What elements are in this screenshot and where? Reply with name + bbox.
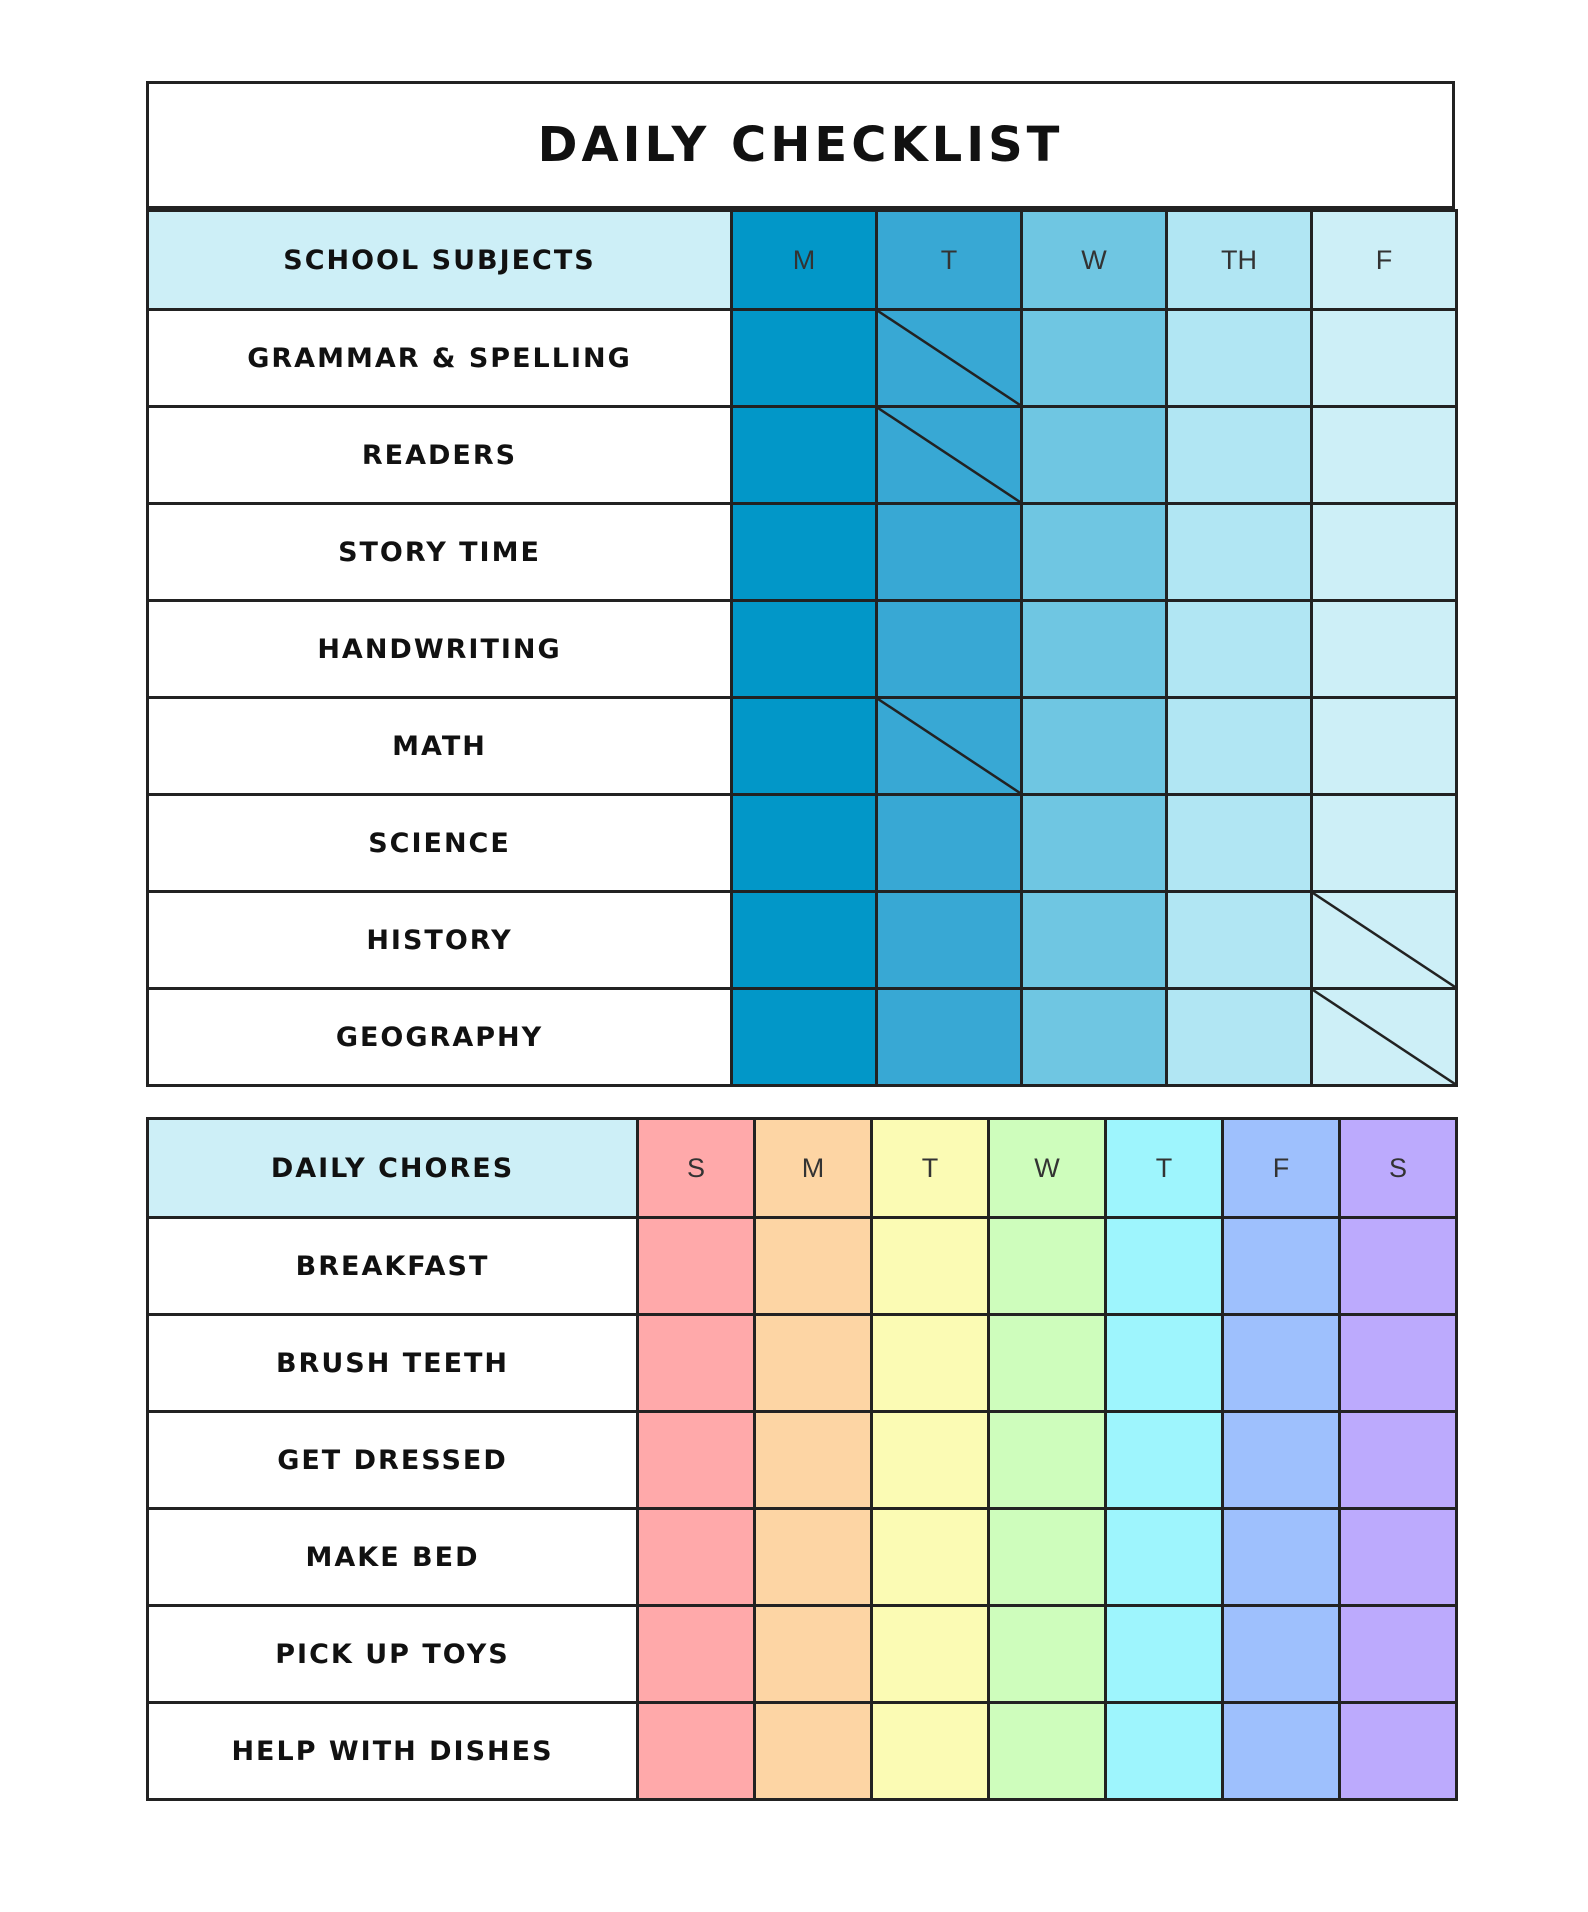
checkbox-cell[interactable] xyxy=(638,1606,755,1703)
checkbox-cell[interactable] xyxy=(1022,795,1167,892)
checkbox-cell[interactable] xyxy=(732,601,877,698)
chores-row-label: BRUSH TEETH xyxy=(148,1315,638,1412)
checkbox-cell[interactable] xyxy=(1223,1703,1340,1800)
checkbox-cell[interactable] xyxy=(1312,795,1457,892)
checkbox-cell[interactable] xyxy=(638,1315,755,1412)
chores-row-label: HELP WITH DISHES xyxy=(148,1703,638,1800)
subjects-row-label: STORY TIME xyxy=(148,504,732,601)
checkbox-cell[interactable] xyxy=(755,1412,872,1509)
subjects-day-header: F xyxy=(1312,211,1457,310)
table-row xyxy=(148,989,1457,1086)
checkbox-cell[interactable] xyxy=(1167,407,1312,504)
chores-row-label: MAKE BED xyxy=(148,1509,638,1606)
subjects-row-label: MATH xyxy=(148,698,732,795)
checkbox-cell[interactable] xyxy=(872,1509,989,1606)
checkbox-cell[interactable] xyxy=(1223,1606,1340,1703)
title-box xyxy=(146,81,1455,209)
checkbox-cell[interactable] xyxy=(872,1703,989,1800)
checkbox-cell[interactable] xyxy=(1106,1218,1223,1315)
chores-header-label: DAILY CHORES xyxy=(148,1119,638,1218)
subjects-day-header: M xyxy=(732,211,877,310)
diagonal-check-mark xyxy=(878,408,1020,502)
table-row xyxy=(148,1509,1457,1606)
checkbox-cell[interactable] xyxy=(989,1606,1106,1703)
checkbox-cell[interactable] xyxy=(1340,1412,1457,1509)
checkbox-cell[interactable] xyxy=(989,1509,1106,1606)
subjects-day-header: W xyxy=(1022,211,1167,310)
checkbox-cell[interactable] xyxy=(755,1509,872,1606)
diagonal-check-mark xyxy=(1313,990,1455,1084)
subjects-row-label: HISTORY xyxy=(148,892,732,989)
checkbox-cell[interactable] xyxy=(989,1412,1106,1509)
table-row xyxy=(148,310,1457,407)
checkbox-cell[interactable] xyxy=(638,1218,755,1315)
checkbox-cell[interactable] xyxy=(1340,1218,1457,1315)
table-row xyxy=(148,698,1457,795)
chores-row-label: GET DRESSED xyxy=(148,1412,638,1509)
checkbox-cell[interactable] xyxy=(1312,310,1457,407)
checkbox-cell[interactable] xyxy=(877,795,1022,892)
subjects-row-label: GRAMMAR & SPELLING xyxy=(148,310,732,407)
checkbox-cell[interactable] xyxy=(872,1606,989,1703)
subjects-row-label: GEOGRAPHY xyxy=(148,989,732,1086)
checkbox-cell[interactable] xyxy=(732,989,877,1086)
checkbox-cell[interactable] xyxy=(1106,1412,1223,1509)
chores-day-header: S xyxy=(638,1119,755,1218)
checkbox-cell[interactable] xyxy=(638,1509,755,1606)
checkbox-cell[interactable] xyxy=(1340,1606,1457,1703)
subjects-header-label: SCHOOL SUBJECTS xyxy=(148,211,732,310)
checkbox-cell[interactable] xyxy=(755,1315,872,1412)
subjects-row-label: SCIENCE xyxy=(148,795,732,892)
checkbox-cell[interactable] xyxy=(1106,1606,1223,1703)
checkbox-cell[interactable] xyxy=(872,1218,989,1315)
checkbox-cell[interactable] xyxy=(1312,892,1457,989)
checkbox-cell[interactable] xyxy=(1340,1509,1457,1606)
table-row xyxy=(148,601,1457,698)
checkbox-cell[interactable] xyxy=(1340,1315,1457,1412)
checkbox-cell[interactable] xyxy=(1312,698,1457,795)
checkbox-cell[interactable] xyxy=(1106,1509,1223,1606)
checkbox-cell[interactable] xyxy=(1312,989,1457,1086)
table-row xyxy=(148,892,1457,989)
subjects-day-header: T xyxy=(877,211,1022,310)
chores-row-label: BREAKFAST xyxy=(148,1218,638,1315)
checkbox-cell[interactable] xyxy=(638,1412,755,1509)
checkbox-cell[interactable] xyxy=(1312,407,1457,504)
chores-day-header: M xyxy=(755,1119,872,1218)
checkbox-cell[interactable] xyxy=(989,1315,1106,1412)
table-row xyxy=(148,1412,1457,1509)
subjects-header-row xyxy=(148,211,1457,310)
school-subjects-table xyxy=(146,209,1458,1087)
checkbox-cell[interactable] xyxy=(1223,1412,1340,1509)
checkbox-cell[interactable] xyxy=(755,1606,872,1703)
checkbox-cell[interactable] xyxy=(877,310,1022,407)
checkbox-cell[interactable] xyxy=(1167,504,1312,601)
diagonal-check-mark xyxy=(1313,893,1455,987)
checkbox-cell[interactable] xyxy=(755,1703,872,1800)
checkbox-cell[interactable] xyxy=(732,504,877,601)
checkbox-cell[interactable] xyxy=(877,504,1022,601)
checkbox-cell[interactable] xyxy=(1022,310,1167,407)
checkbox-cell[interactable] xyxy=(877,407,1022,504)
checkbox-cell[interactable] xyxy=(877,892,1022,989)
checkbox-cell[interactable] xyxy=(638,1703,755,1800)
checkbox-cell[interactable] xyxy=(1167,698,1312,795)
checkbox-cell[interactable] xyxy=(1312,504,1457,601)
table-row xyxy=(148,1606,1457,1703)
checkbox-cell[interactable] xyxy=(989,1218,1106,1315)
checkbox-cell[interactable] xyxy=(1223,1315,1340,1412)
chores-day-header: S xyxy=(1340,1119,1457,1218)
subjects-row-label: READERS xyxy=(148,407,732,504)
checkbox-cell[interactable] xyxy=(732,698,877,795)
checkbox-cell[interactable] xyxy=(877,601,1022,698)
checkbox-cell[interactable] xyxy=(1022,407,1167,504)
chores-header-row xyxy=(148,1119,1457,1218)
chores-day-header: T xyxy=(872,1119,989,1218)
checkbox-cell[interactable] xyxy=(732,795,877,892)
table-row xyxy=(148,1218,1457,1315)
checkbox-cell[interactable] xyxy=(1340,1703,1457,1800)
chores-day-header: T xyxy=(1106,1119,1223,1218)
checkbox-cell[interactable] xyxy=(1106,1703,1223,1800)
table-row xyxy=(148,1315,1457,1412)
subjects-row-label: HANDWRITING xyxy=(148,601,732,698)
diagonal-check-mark xyxy=(878,699,1020,793)
chores-day-header: W xyxy=(989,1119,1106,1218)
daily-chores-table xyxy=(146,1117,1458,1801)
checkbox-cell[interactable] xyxy=(1022,601,1167,698)
checkbox-cell[interactable] xyxy=(872,1412,989,1509)
checkbox-cell[interactable] xyxy=(1223,1509,1340,1606)
checkbox-cell[interactable] xyxy=(1167,601,1312,698)
checkbox-cell[interactable] xyxy=(1167,892,1312,989)
chores-body xyxy=(148,1218,1457,1800)
checkbox-cell[interactable] xyxy=(877,989,1022,1086)
checkbox-cell[interactable] xyxy=(732,310,877,407)
checkbox-cell[interactable] xyxy=(1106,1315,1223,1412)
subjects-day-header: TH xyxy=(1167,211,1312,310)
checkbox-cell[interactable] xyxy=(755,1218,872,1315)
checkbox-cell[interactable] xyxy=(1167,310,1312,407)
checkbox-cell[interactable] xyxy=(1022,892,1167,989)
checkbox-cell[interactable] xyxy=(989,1703,1106,1800)
table-row xyxy=(148,795,1457,892)
checkbox-cell[interactable] xyxy=(1022,504,1167,601)
checkbox-cell[interactable] xyxy=(1022,989,1167,1086)
table-row xyxy=(148,1703,1457,1800)
checkbox-cell[interactable] xyxy=(877,698,1022,795)
checkbox-cell[interactable] xyxy=(1022,698,1167,795)
checkbox-cell[interactable] xyxy=(1167,989,1312,1086)
diagonal-check-mark xyxy=(878,311,1020,405)
chores-row-label: PICK UP TOYS xyxy=(148,1606,638,1703)
checkbox-cell[interactable] xyxy=(872,1315,989,1412)
checkbox-cell[interactable] xyxy=(732,892,877,989)
table-row xyxy=(148,504,1457,601)
checkbox-cell[interactable] xyxy=(1312,601,1457,698)
checkbox-cell[interactable] xyxy=(732,407,877,504)
chores-day-header: F xyxy=(1223,1119,1340,1218)
table-row xyxy=(148,407,1457,504)
checkbox-cell[interactable] xyxy=(1167,795,1312,892)
subjects-body xyxy=(148,310,1457,1086)
checkbox-cell[interactable] xyxy=(1223,1218,1340,1315)
page-title: DAILY CHECKLIST xyxy=(537,117,1064,173)
